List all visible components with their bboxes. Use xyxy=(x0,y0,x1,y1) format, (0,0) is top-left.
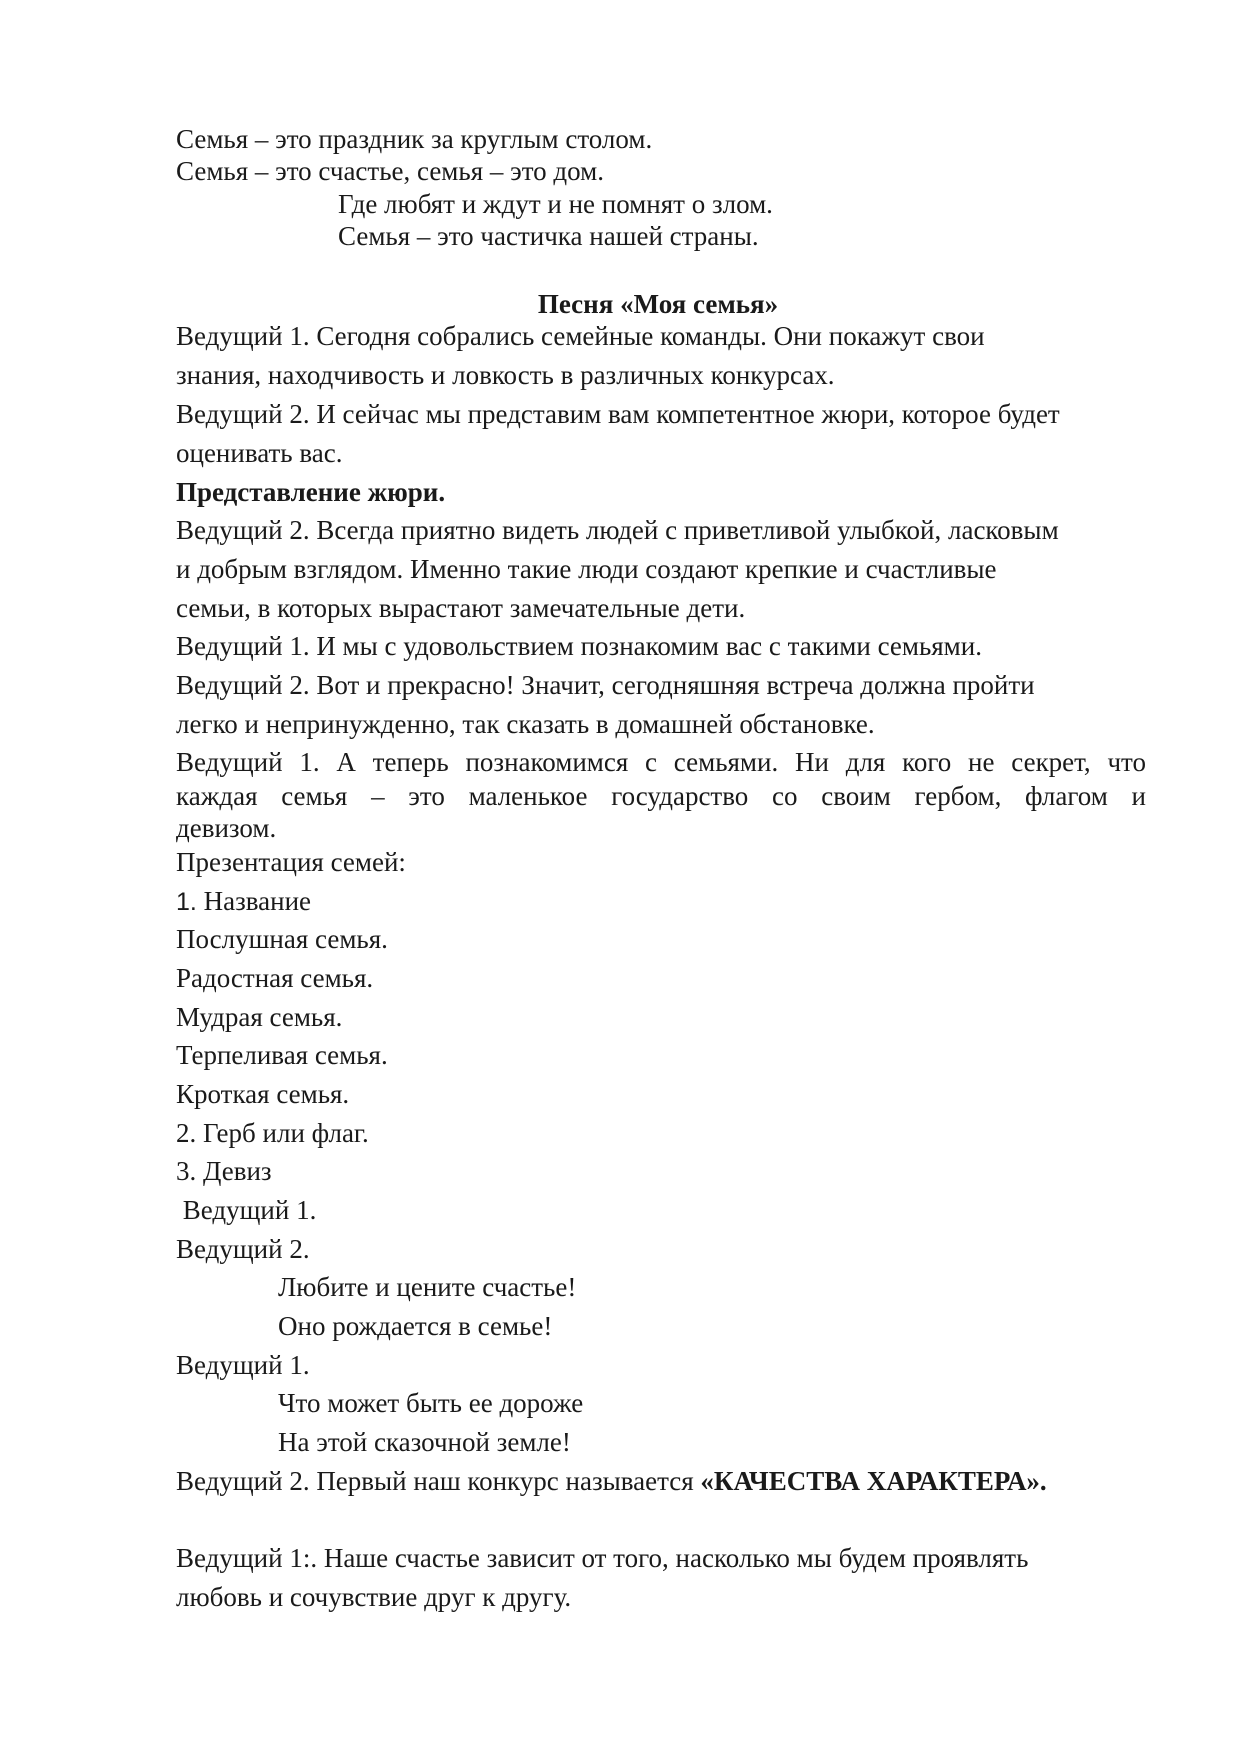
poem-line: Семья – это праздник за круглым столом. xyxy=(176,124,653,154)
contest-name: «КАЧЕСТВА ХАРАКТЕРА». xyxy=(700,1466,1047,1496)
list-number: 1. xyxy=(176,888,197,916)
paragraph-line: Ведущий 2. Всегда приятно видеть людей с приветливой улыбкой, ласковым xyxy=(176,515,1059,545)
poem-line: Где любят и ждут и не помнят о злом. xyxy=(338,189,773,219)
family-name: Радостная семья. xyxy=(176,963,374,993)
list-item-text: Название xyxy=(196,886,312,916)
list-item xyxy=(176,888,311,915)
poem-line: Семья – это счастье, семья – это дом. xyxy=(176,156,604,186)
presentation-heading: Презентация семей: xyxy=(176,847,406,877)
contest-prefix: Ведущий 2. Первый наш конкурс называется xyxy=(176,1466,701,1496)
verse-line: Любите и цените счастье! xyxy=(278,1272,577,1302)
jury-heading: Представление жюри. xyxy=(176,477,446,507)
verse-line: На этой сказочной земле! xyxy=(278,1427,571,1457)
paragraph-line: знания, находчивость и ловкость в различных конкурсах. xyxy=(176,360,835,390)
verse-line: Что может быть ее дороже xyxy=(278,1388,584,1418)
list-item: 3. Девиз xyxy=(176,1156,272,1186)
paragraph-line: девизом. xyxy=(176,813,277,843)
paragraph-line: любовь и сочувствие друг к другу. xyxy=(176,1582,572,1612)
paragraph-line: легко и непринужденно, так сказать в домашней обстановке. xyxy=(176,709,875,739)
poem-line: Семья – это частичка нашей страны. xyxy=(338,221,759,251)
paragraph-line: оценивать вас. xyxy=(176,438,343,468)
verse-line: Оно рождается в семье! xyxy=(278,1311,553,1341)
host-label: Ведущий 2. xyxy=(176,1234,310,1264)
song-title: Песня «Моя семья» xyxy=(537,289,779,319)
contest-line xyxy=(176,1468,1047,1495)
paragraph-line: Ведущий 1:. Наше счастье зависит от того, насколько мы будем проявлять xyxy=(176,1543,1029,1573)
paragraph-line: Ведущий 2. Вот и прекрасно! Значит, сегодняшняя встреча должна пройти xyxy=(176,670,1035,700)
paragraph-line: каждая семья – это маленькое государство со своим гербом, флагом и xyxy=(176,781,1146,811)
host-label: Ведущий 1. xyxy=(176,1350,310,1380)
paragraph-line: семьи, в которых вырастают замечательные дети. xyxy=(176,593,746,623)
paragraph-line: Ведущий 1. И мы с удовольствием познакомим вас с такими семьями. xyxy=(176,631,982,661)
family-name: Послушная семья. xyxy=(176,924,388,954)
family-name: Мудрая семья. xyxy=(176,1002,343,1032)
paragraph-line: и добрым взглядом. Именно такие люди создают крепкие и счастливые xyxy=(176,554,997,584)
list-item: 2. Герб или флаг. xyxy=(176,1118,369,1148)
paragraph-line: Ведущий 2. И сейчас мы представим вам компетентное жюри, которое будет xyxy=(176,399,1060,429)
paragraph-line: Ведущий 1. А теперь познакомимся с семьями. Ни для кого не секрет, что xyxy=(176,747,1146,777)
host-label: Ведущий 1. xyxy=(176,1195,317,1225)
family-name: Кроткая семья. xyxy=(176,1079,350,1109)
family-name: Терпеливая семья. xyxy=(176,1040,388,1070)
paragraph-line: Ведущий 1. Сегодня собрались семейные команды. Они покажут свои xyxy=(176,321,985,351)
